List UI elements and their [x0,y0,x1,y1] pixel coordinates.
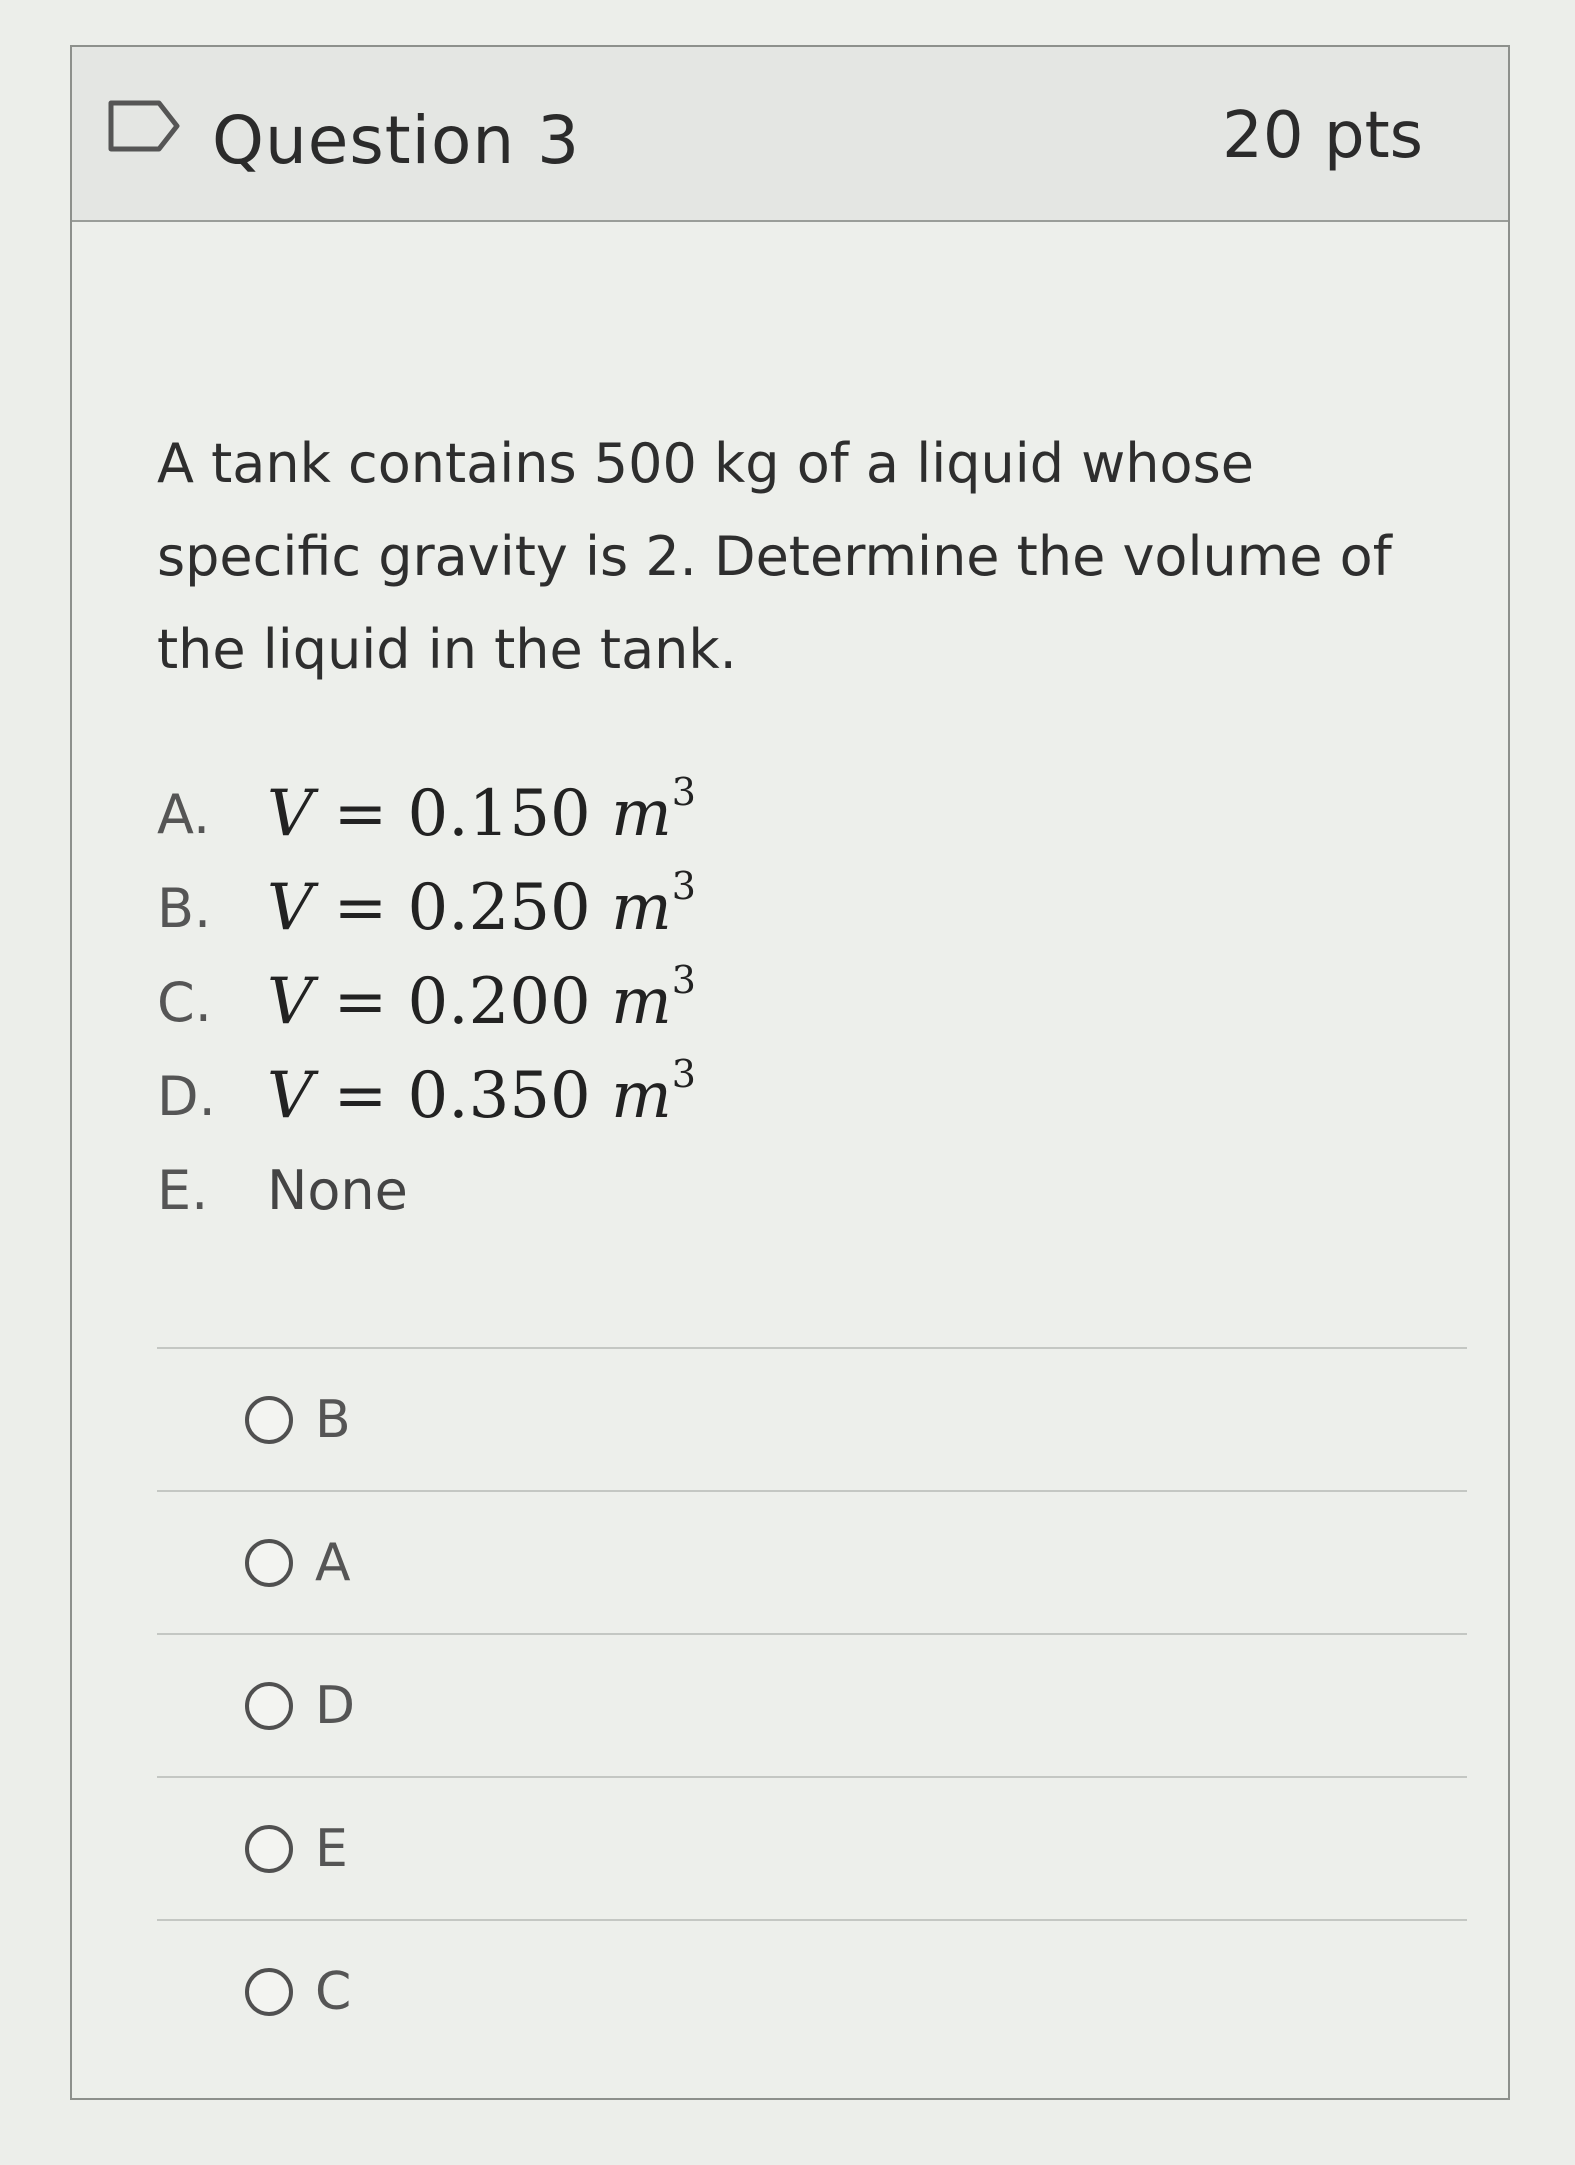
choice-letter: A. [157,782,211,846]
answer-option-d[interactable] [157,1633,1467,1776]
choice-value: 0.350 [407,1059,612,1133]
answer-label[interactable]: E [315,1818,348,1879]
choice-letter: B. [157,876,212,940]
choice-none-text: None [267,1158,408,1222]
choice-equation [267,769,696,851]
answer-label[interactable]: A [315,1532,351,1593]
choice-description [157,861,696,955]
radio-button[interactable] [245,1968,293,2016]
question-card [70,45,1510,2100]
choice-variable: V [267,777,314,851]
choice-description [157,1049,696,1143]
choice-unit: m [611,965,672,1039]
choice-equation [267,1051,696,1133]
choice-equals: = [313,1059,408,1133]
radio-button[interactable] [245,1682,293,1730]
choice-variable: V [267,1059,314,1133]
question-title: Question 3 [212,102,581,179]
choice-variable: V [267,965,314,1039]
answer-option-c[interactable] [157,1919,1467,2062]
choice-equation [267,957,696,1039]
choice-unit: m [611,1059,672,1133]
question-points: 20 pts [1222,99,1423,173]
choice-equals: = [313,777,408,851]
flag-icon[interactable] [107,97,183,155]
choice-unit: m [611,871,672,945]
answer-label[interactable]: B [315,1389,351,1450]
answer-label[interactable]: D [315,1675,356,1736]
choice-value: 0.200 [407,965,612,1039]
choice-descriptions [157,767,696,1237]
choice-exponent: 3 [671,1051,696,1096]
choice-description [157,767,696,861]
choice-equals: = [313,871,408,945]
radio-button[interactable] [245,1825,293,1873]
choice-letter: C. [157,970,212,1034]
radio-button[interactable] [245,1396,293,1444]
answer-options [157,1347,1467,2062]
choice-value: 0.250 [407,871,612,945]
choice-equals: = [313,965,408,1039]
question-text: A tank contains 500 kg of a liquid whose specific gravity is 2. Determine the volume of the liquid in the tank. [157,432,1392,681]
question-header [72,47,1508,222]
choice-variable: V [267,871,314,945]
answer-option-e[interactable] [157,1776,1467,1919]
choice-unit: m [611,777,672,851]
choice-letter: E. [157,1158,209,1222]
answer-option-b[interactable] [157,1347,1467,1490]
choice-exponent: 3 [671,957,696,1002]
answer-label[interactable]: C [315,1961,352,2022]
choice-exponent: 3 [671,769,696,814]
answer-option-a[interactable] [157,1490,1467,1633]
choice-description [157,1143,696,1237]
choice-letter: D. [157,1064,216,1128]
choice-description [157,955,696,1049]
choice-exponent: 3 [671,863,696,908]
choice-equation [267,863,696,945]
choice-value: 0.150 [407,777,612,851]
radio-button[interactable] [245,1539,293,1587]
